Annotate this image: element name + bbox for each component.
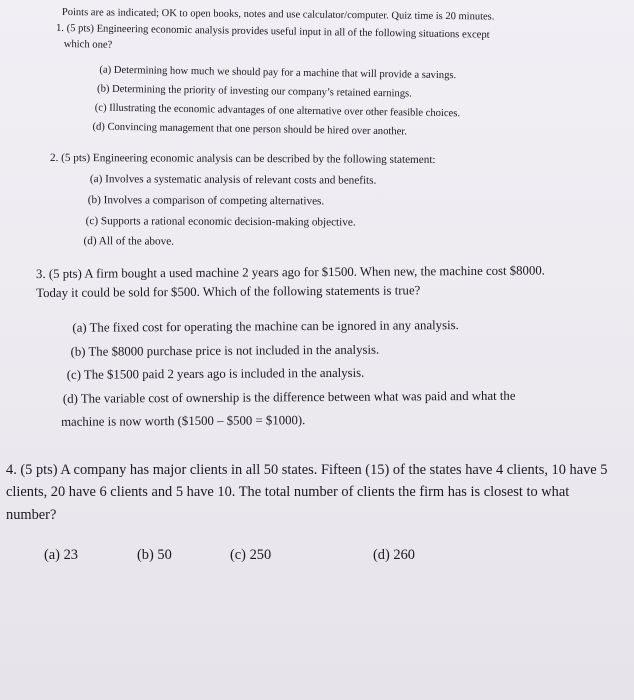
question-3-option-c: (c) The $1500 paid 2 years ago is included in the analysis. — [66, 365, 365, 382]
question-4-option-d: (d) 260 — [373, 547, 415, 563]
question-2-stem: 2. (5 pts) Engineering economic analysis can be described by the following statement: — [49, 151, 436, 166]
question-2-option-d: (d) All of the above. — [83, 235, 175, 248]
question-3-option-a: (a) The fixed cost for operating the machine can be ignored in any analysis. — [72, 318, 459, 335]
question-4-stem-cont: clients, 20 have 6 clients and 5 have 10. The total number of clients the firm has is closest to what — [6, 484, 570, 500]
question-1-stem: 1. (5 pts) Engineering economic analysis provides useful input in all of the following situations except — [55, 22, 490, 41]
question-1-option-b: (b) Determining the priority of investing our company’s retained earnings. — [96, 83, 412, 100]
question-1-option-d: (d) Convincing management that one person should be hired over another. — [92, 121, 408, 138]
quiz-instructions: Points are as indicated; OK to open books, notes and use calculator/computer. Quiz time is 20 minutes. — [61, 7, 495, 23]
question-2-option-c: (c) Supports a rational economic decision-making objective. — [85, 215, 356, 229]
question-2-option-b: (b) Involves a comparison of competing alternatives. — [87, 194, 325, 208]
question-3-stem: 3. (5 pts) A firm bought a used machine 2 years ago for $1500. When new, the machine cost $8000. — [35, 263, 545, 282]
question-3-stem-cont: Today it could be sold for $500. Which of the following statements is true? — [36, 283, 421, 301]
question-4-option-c: (c) 250 — [230, 547, 272, 563]
question-4-stem-end: number? — [6, 507, 57, 523]
question-1-option-c: (c) Illustrating the economic advantages of one alternative over other feasible choices. — [94, 102, 461, 120]
question-4-option-b: (b) 50 — [137, 547, 172, 563]
question-3-option-d-cont: machine is now worth ($1500 – $500 = $1000). — [61, 413, 306, 429]
question-2-option-a: (a) Involves a systematic analysis of relevant costs and benefits. — [89, 173, 377, 187]
question-4-stem: 4. (5 pts) A company has major clients in all 50 states. Fifteen (15) of the states have 4 clients, 10 have 5 — [6, 462, 608, 478]
question-3-option-b: (b) The $8000 purchase price is not included in the analysis. — [70, 342, 380, 359]
question-3-option-d: (d) The variable cost of ownership is the difference between what was paid and what the — [62, 388, 516, 406]
question-4-option-a: (a) 23 — [44, 547, 78, 563]
question-1-stem-cont: which one? — [63, 39, 113, 51]
question-1-option-a: (a) Determining how much we should pay for a machine that will provide a savings. — [99, 64, 457, 82]
